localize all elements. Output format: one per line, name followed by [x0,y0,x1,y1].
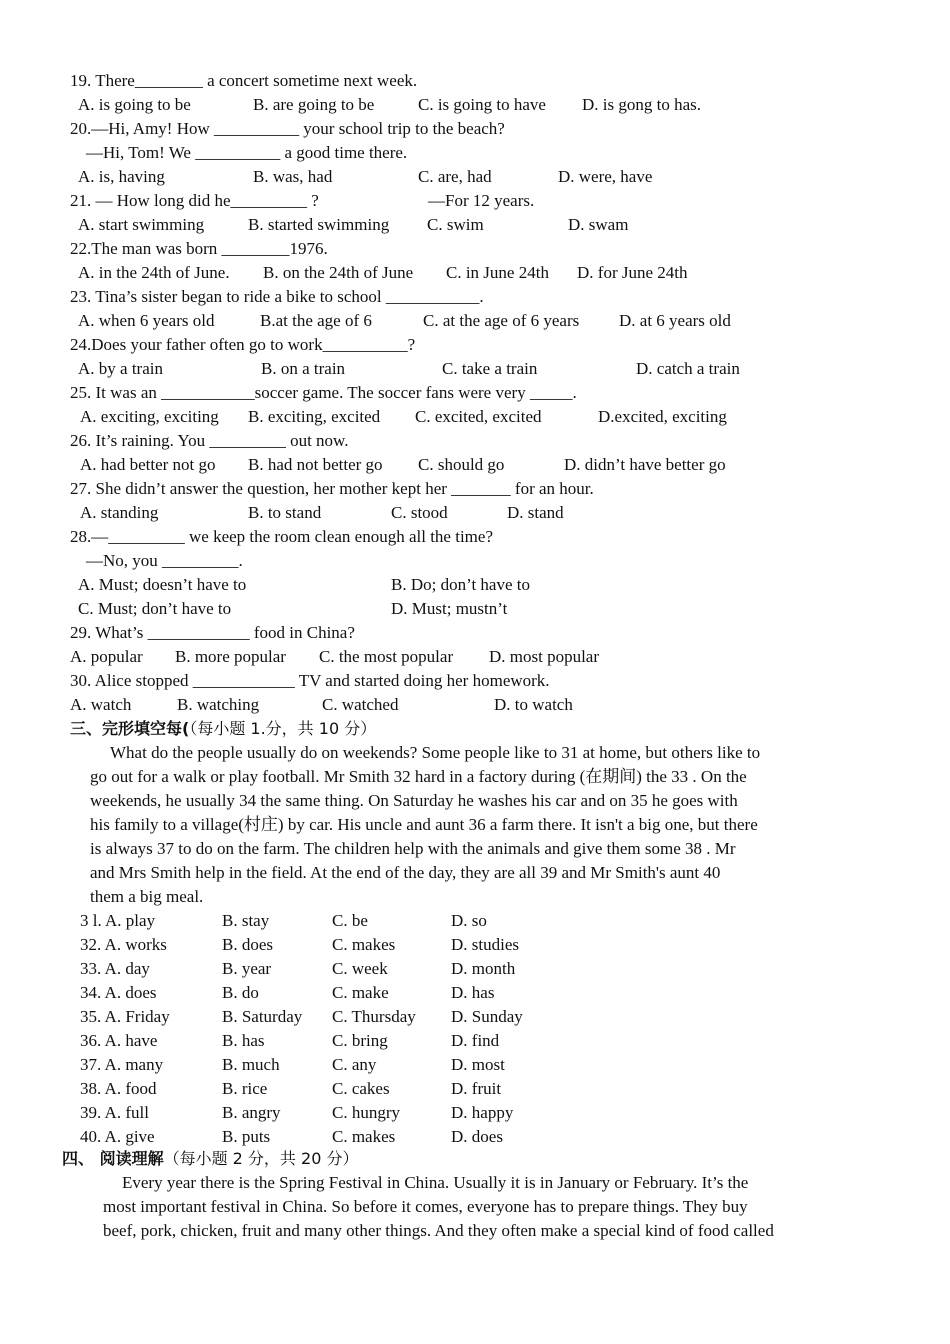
q19-option-d: D. is gong to has. [582,95,701,114]
q27-option-b: B. to stand [248,503,322,522]
q27-option-c: C. stood [391,503,448,522]
cloze-item-39-option-c: C. hungry [332,1103,400,1122]
question-text: She didn’t answer the question, her mother kept her _______ for an hour. [95,479,594,498]
cloze-item-33-option-d: D. month [451,959,516,978]
q28-option-d: D. Must; mustn’t [391,599,508,618]
question-28-stem [70,526,493,548]
q28-option-b: B. Do; don’t have to [391,575,530,594]
question-text: There________ a concert sometime next week. [95,71,418,90]
cloze-item-40-option-c: C. makes [332,1127,396,1146]
cloze-item-37-option-b: B. much [222,1055,280,1074]
q20-option-a: A. is, having [78,167,165,186]
cloze-item-38-option-c: C. cakes [332,1079,390,1098]
question-number: 30. [70,671,92,690]
cloze-item-33-option-c: C. week [332,959,388,978]
q27-option-a: A. standing [80,503,159,522]
cloze-item-40-option-d: D. does [451,1127,503,1146]
q25-option-d: D.excited, exciting [598,407,727,426]
question-number: 29. [70,623,92,642]
cloze-item-34-option-c: C. make [332,983,389,1002]
section-3-title: 三、完形填空每( [70,719,190,738]
q22-option-c: C. in June 24th [446,263,549,282]
cloze-item-36-option-d: D. find [451,1031,500,1050]
cloze-item-37-option-c: C. any [332,1055,377,1074]
q23-option-d: D. at 6 years old [619,311,731,330]
q22-option-b: B. on the 24th of June [263,263,414,282]
section-3-note: （每小题 1.分，共 10 分） [189,719,377,738]
question-number: 21. [70,191,92,210]
q25-option-a: A. exciting, exciting [80,407,219,426]
question-text: Does your father often go to work__________? [91,335,416,354]
q30-option-c: C. watched [322,695,399,714]
question-29-stem [70,622,355,644]
q20-option-c: C. are, had [418,167,492,186]
q26-option-d: D. didn’t have better go [564,455,726,474]
cloze-item-40-option-b: B. puts [222,1127,271,1146]
cloze-passage-line-3: weekends, he usually 34 the same thing. On Saturday he washes his car and on 35 he goes with [90,791,738,810]
cloze-passage-line-5: is always 37 to do on the farm. The children help with the animals and give them some 38 . Mr [90,839,736,858]
question-number: 24. [70,335,92,354]
q26-option-c: C. should go [418,455,505,474]
question-28-stem-2: —No, you _________. [86,551,243,570]
cloze-item-39-option-b: B. angry [222,1103,281,1122]
question-number: 22. [70,239,92,258]
question-text: It’s raining. You _________ out now. [95,431,349,450]
question-text: Alice stopped ____________ TV and started doing her homework. [94,671,550,690]
cloze-item-32-option-d: D. studies [451,935,519,954]
section-4-heading [62,1148,358,1170]
question-number: 25. [70,383,92,402]
q24-option-d: D. catch a train [636,359,740,378]
question-number: 27. [70,479,92,498]
question-number: 20. [70,119,92,138]
q24-option-b: B. on a train [261,359,346,378]
question-number: 19. [70,71,92,90]
cloze-item-38-option-d: D. fruit [451,1079,502,1098]
cloze-passage-line-7: them a big meal. [90,887,204,906]
cloze-passage-line-1: What do the people usually do on weekends? Some people like to 31 at home, but others like to [110,743,761,762]
cloze-item-34-option-d: D. has [451,983,495,1002]
question-number: 23. [70,287,92,306]
cloze-passage-line-2: go out for a walk or play football. Mr Smith 32 hard in a factory during (在期间) the 33 . On the [90,767,747,786]
question-text: What’s ____________ food in China? [95,623,355,642]
q30-option-b: B. watching [177,695,260,714]
section-4-title: 四、 阅读理解 [62,1149,164,1168]
q25-option-b: B. exciting, excited [248,407,381,426]
q28-option-c: C. Must; don’t have to [78,599,232,618]
cloze-item-35-option-c: C. Thursday [332,1007,416,1026]
q26-option-a: A. had better not go [80,455,216,474]
question-22-stem [70,238,328,260]
reading-passage-line-3: beef, pork, chicken, fruit and many other things. And they often make a special kind of food called [103,1221,774,1240]
cloze-item-32-option-b: B. does [222,935,273,954]
cloze-item-35-option-d: D. Sunday [451,1007,523,1026]
question-text: — How long did he_________ ? [95,191,319,210]
cloze-item-33-option-a: 33. A. day [80,959,150,978]
cloze-item-36-option-a: 36. A. have [80,1031,158,1050]
cloze-item-38-option-b: B. rice [222,1079,268,1098]
q29-option-c: C. the most popular [319,647,454,666]
cloze-item-39-option-a: 39. A. full [80,1103,149,1122]
q19-option-c: C. is going to have [418,95,546,114]
q26-option-b: B. had not better go [248,455,383,474]
q23-option-c: C. at the age of 6 years [423,311,580,330]
cloze-item-39-option-d: D. happy [451,1103,514,1122]
question-24-stem [70,334,415,356]
cloze-item-36-option-c: C. bring [332,1031,388,1050]
q19-option-a: A. is going to be [78,95,191,114]
question-25-stem [70,382,577,404]
section-4-note: （每小题 2 分，共 20 分） [163,1149,359,1168]
section-3-heading [70,718,376,740]
cloze-item-32-option-c: C. makes [332,935,396,954]
q21-option-d: D. swam [568,215,629,234]
question-27-stem [70,478,594,500]
reading-passage-line-2: most important festival in China. So before it comes, everyone has to prepare things. They buy [103,1197,748,1216]
q19-option-b: B. are going to be [253,95,375,114]
cloze-item-38-option-a: 38. A. food [80,1079,157,1098]
q29-option-d: D. most popular [489,647,600,666]
question-text: It was an ___________soccer game. The soccer fans were very _____. [95,383,577,402]
q20-option-d: D. were, have [558,167,653,186]
cloze-passage-line-4: his family to a village(村庄) by car. His uncle and aunt 36 a farm there. It isn't a big one, but there [90,815,758,834]
q25-option-c: C. excited, excited [415,407,542,426]
cloze-passage-line-6: and Mrs Smith help in the field. At the end of the day, they are all 39 and Mr Smith's aunt 40 [90,863,721,882]
cloze-item-31-option-d: D. so [451,911,487,930]
question-19-stem [70,70,417,92]
question-26-stem [70,430,348,452]
cloze-item-34-option-a: 34. A. does [80,983,157,1002]
question-20-stem-2: —Hi, Tom! We __________ a good time there. [86,143,408,162]
q24-option-a: A. by a train [78,359,163,378]
question-number: 28. [70,527,92,546]
question-number: 26. [70,431,92,450]
cloze-item-33-option-b: B. year [222,959,272,978]
q24-option-c: C. take a train [442,359,538,378]
q29-option-b: B. more popular [175,647,286,666]
cloze-item-35-option-b: B. Saturday [222,1007,303,1026]
cloze-item-40-option-a: 40. A. give [80,1127,155,1146]
cloze-item-37-option-d: D. most [451,1055,505,1074]
q29-option-a: A. popular [70,647,143,666]
q21-option-c: C. swim [427,215,484,234]
cloze-item-34-option-b: B. do [222,983,259,1002]
question-20-stem [70,118,505,140]
question-23-stem [70,286,484,308]
cloze-item-31-option-b: B. stay [222,911,270,930]
cloze-item-36-option-b: B. has [222,1031,265,1050]
question-text: —Hi, Amy! How __________ your school trip to the beach? [91,119,505,138]
cloze-item-32-option-a: 32. A. works [80,935,167,954]
q21-option-a: A. start swimming [78,215,205,234]
question-text: Tina’s sister began to ride a bike to school ___________. [95,287,484,306]
cloze-item-31-option-c: C. be [332,911,368,930]
q27-option-d: D. stand [507,503,564,522]
question-30-stem [70,670,550,692]
cloze-item-37-option-a: 37. A. many [80,1055,164,1074]
q23-option-b: B.at the age of 6 [260,311,372,330]
cloze-item-35-option-a: 35. A. Friday [80,1007,170,1026]
q21-option-b: B. started swimming [248,215,390,234]
q30-option-d: D. to watch [494,695,573,714]
cloze-item-31-option-a: 3 l. A. play [80,911,156,930]
q22-option-d: D. for June 24th [577,263,688,282]
question-21-answer: —For 12 years. [428,191,535,210]
question-21-stem [70,190,319,212]
q23-option-a: A. when 6 years old [78,311,215,330]
q22-option-a: A. in the 24th of June. [78,263,230,282]
reading-passage-line-1: Every year there is the Spring Festival in China. Usually it is in January or February. It’s the [122,1173,749,1192]
question-text: —_________ we keep the room clean enough all the time? [91,527,493,546]
q30-option-a: A. watch [70,695,132,714]
q28-option-a: A. Must; doesn’t have to [78,575,247,594]
question-text: The man was born ________1976. [91,239,328,258]
q20-option-b: B. was, had [253,167,333,186]
